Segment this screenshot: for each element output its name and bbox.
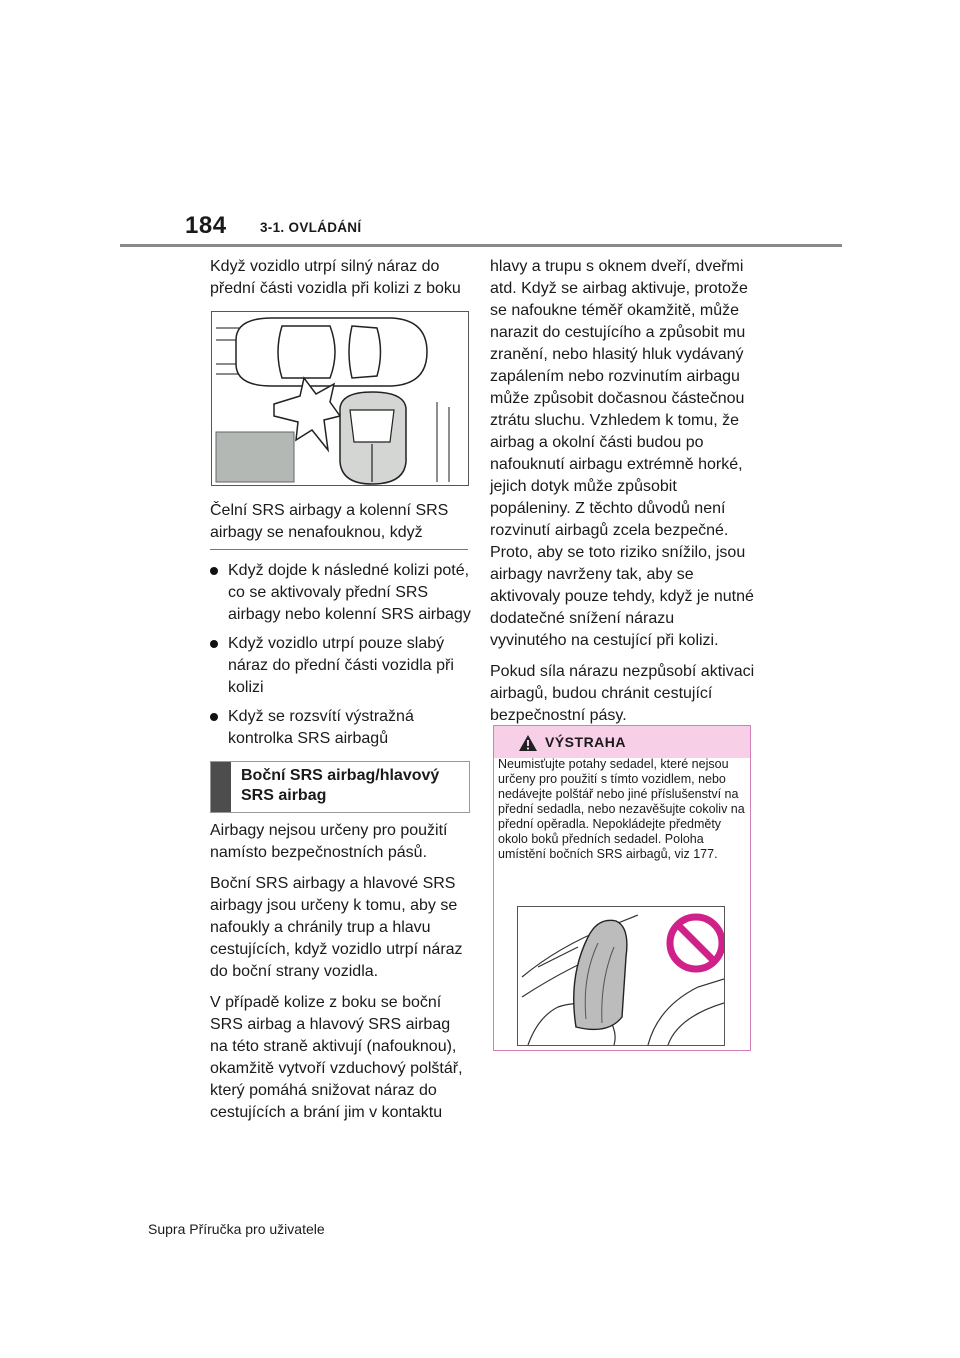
intro-paragraph: Když vozidlo utrpí silný náraz do přední části vozidla při kolizi z boku	[210, 258, 461, 297]
side-collision-image	[212, 312, 468, 485]
warning-triangle-icon	[518, 734, 538, 752]
seat-airbag-image	[518, 907, 724, 1045]
body-paragraph: V případě kolize z boku se boční SRS airbag a hlavový SRS airbag na této straně aktivují (nafouknou), okamžitě vytvoří vzduchový polštář, který pomáhá snižovat náraz do cestujících a brání jim v kontaktu	[210, 994, 463, 1121]
list-item-text: Když dojde k následné kolizi poté, co se aktivovaly přední SRS airbagy nebo kolenní SRS airbagy	[228, 562, 471, 623]
subheading-title: Boční SRS airbag/hlavový SRS airbag	[241, 767, 440, 804]
caption-divider	[210, 549, 468, 550]
bullet-icon	[210, 567, 218, 575]
bullet-icon	[210, 713, 218, 721]
subheading-accent-bar	[211, 762, 231, 812]
list-item-text: Když se rozsvítí výstražná kontrolka SRS airbagů	[228, 708, 414, 747]
list-item	[210, 633, 472, 699]
page-number: 184	[185, 212, 227, 239]
warning-text: Neumisťujte potahy sedadel, které nejsou určeny pro použití s tímto vozidlem, nebo nedávejte polštář nebo jiné příslušenství na přední sedadla, nebo nezavěšujte cokoliv na přední opěradla. Nepokládejte předměty okolo boků předních sedadel. Poloha umístění bočních SRS airbagů, viz 177.	[498, 757, 745, 861]
seat-cover-illustration	[517, 906, 725, 1046]
body-paragraph: Pokud síla nárazu nezpůsobí aktivaci airbagů, budou chránit cestující bezpečnostní pásy.	[490, 663, 755, 724]
intro-text	[210, 256, 470, 309]
condition-list	[210, 560, 472, 757]
body-paragraph: hlavy a trupu s oknem dveří, dveřmi atd. Když se airbag aktivuje, protože se nafoukne téměř okamžitě, může narazit do cestujícího a způsobit mu zranění, nebo hlasitý hluk vydávaný zapálením nebo rozvinutím airbagu může způsobit dočasnou částečnou ztrátu sluchu. Vzhledem k tomu, že airbag a okolní části budou po nafouknutí airbagu extrémně horké, jejich dotyk může způsobit popáleniny. Z těchto důvodů není rozvinutí airbagů zcela bezpečné. Proto, aby se toto riziko snížilo, jsou airbagy navrženy tak, aby se aktivovaly pouze tehdy, když je nutné dodatečné snížení nárazu vyvinutého na cestující při kolizi.	[490, 258, 754, 649]
list-item	[210, 706, 472, 750]
right-body-text	[490, 256, 755, 736]
bullet-icon	[210, 640, 218, 648]
body-paragraph: Airbagy nejsou určeny pro použití namísto bezpečnostních pásů.	[210, 822, 448, 861]
header-rule	[120, 244, 842, 247]
left-body-text	[210, 820, 470, 1133]
figure-caption: Čelní SRS airbagy a kolenní SRS airbagy se nenafouknou, když	[210, 502, 449, 541]
collision-illustration	[211, 311, 469, 486]
list-item-text: Když vozidlo utrpí pouze slabý náraz do přední části vozidla při kolizi	[228, 635, 454, 696]
warning-title: VÝSTRAHA	[545, 734, 627, 750]
warning-header	[494, 726, 750, 758]
warning-box	[493, 725, 751, 1051]
footer-text: Supra Příručka pro uživatele	[148, 1221, 325, 1237]
list-item	[210, 560, 472, 626]
body-paragraph: Boční SRS airbagy a hlavové SRS airbagy jsou určeny k tomu, aby se nafoukly a chránily trup a hlavu cestujících, když vozidlo utrpí náraz do boční strany vozidla.	[210, 875, 463, 980]
subheading-box	[210, 761, 470, 813]
section-title: 3-1. OVLÁDÁNÍ	[260, 220, 362, 235]
